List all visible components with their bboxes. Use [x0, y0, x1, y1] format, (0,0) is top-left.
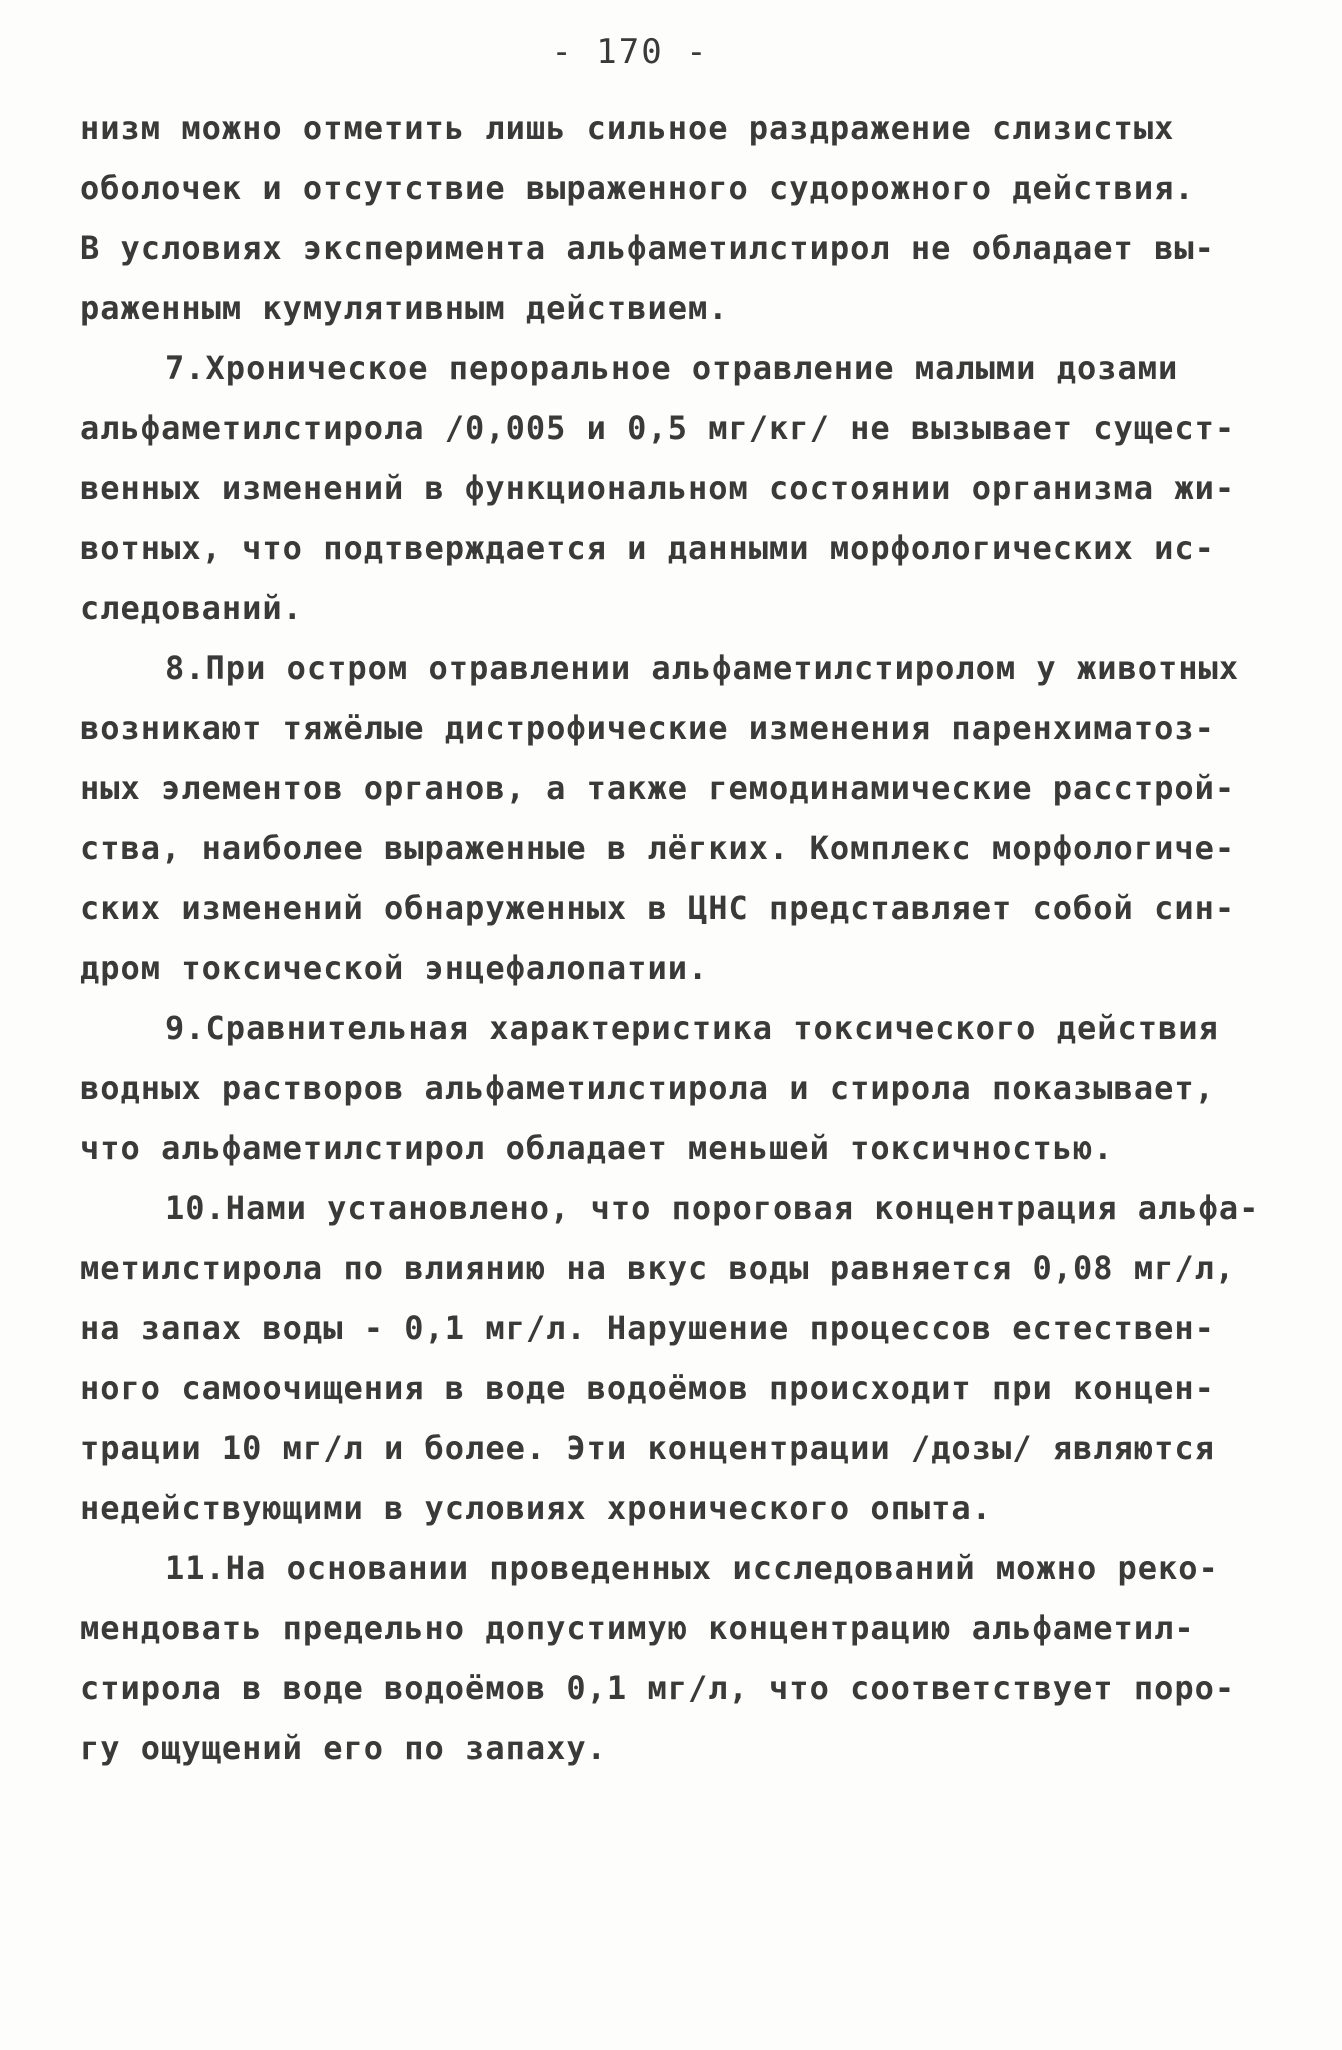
body-text [80, 98, 1300, 1778]
paragraph-first-line: 8.При остром отравлении альфаметилстиролом у животных [165, 649, 1240, 687]
text-line: трации 10 мг/л и более. Эти концентрации /дозы/ являются [80, 1429, 1215, 1467]
text-line: ных элементов органов, а также гемодинамические расстрой- [80, 769, 1236, 807]
text-line: мендовать предельно допустимую концентрацию альфаметил- [80, 1609, 1195, 1647]
text-line: альфаметилстирола /0,005 и 0,5 мг/кг/ не вызывает сущест- [80, 409, 1236, 447]
paragraph-first-line: 9.Сравнительная характеристика токсического действия [165, 1009, 1219, 1047]
text-line: метилстирола по влиянию на вкус воды равняется 0,08 мг/л, [80, 1249, 1236, 1287]
text-line: вотных, что подтверждается и данными морфологических ис- [80, 529, 1215, 567]
text-line: следований. [80, 589, 303, 627]
paragraph-first-line: 11.На основании проведенных исследований можно реко- [165, 1549, 1219, 1587]
text-line: низм можно отметить лишь сильное раздражение слизистых [80, 109, 1175, 147]
page-number: - 170 - [551, 32, 709, 72]
text-line: оболочек и отсутствие выраженного судорожного действия. [80, 169, 1195, 207]
paragraph-first-line: 7.Хроническое пероральное отравление малыми дозами [165, 349, 1179, 387]
text-line: на запах воды - 0,1 мг/л. Нарушение процессов естествен- [80, 1309, 1215, 1347]
text-line: ного самоочищения в воде водоёмов происходит при концен- [80, 1369, 1215, 1407]
text-line: водных растворов альфаметилстирола и стирола показывает, [80, 1069, 1215, 1107]
text-line: что альфаметилстирол обладает меньшей токсичностью. [80, 1129, 1114, 1167]
text-line: В условиях эксперимента альфаметилстирол не обладает вы- [80, 229, 1215, 267]
text-line: возникают тяжёлые дистрофические изменения паренхиматоз- [80, 709, 1215, 747]
text-line: стирола в воде водоёмов 0,1 мг/л, что соответствует поро- [80, 1669, 1236, 1707]
paragraph-first-line: 10.Нами установлено, что пороговая концентрация альфа- [165, 1189, 1260, 1227]
text-line: недействующими в условиях хронического опыта. [80, 1489, 992, 1527]
text-line: ства, наиболее выраженные в лёгких. Комплекс морфологиче- [80, 829, 1236, 867]
text-line: гу ощущений его по запаху. [80, 1729, 607, 1767]
text-line: ских изменений обнаруженных в ЦНС представляет собой син- [80, 889, 1236, 927]
text-line: раженным кумулятивным действием. [80, 289, 729, 327]
text-line: дром токсической энцефалопатии. [80, 949, 709, 987]
text-line: венных изменений в функциональном состоянии организма жи- [80, 469, 1236, 507]
